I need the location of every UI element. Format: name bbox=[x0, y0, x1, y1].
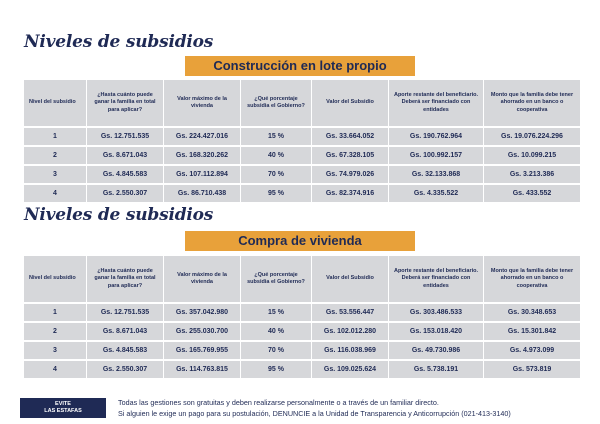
table-cell: Gs. 4.845.583 bbox=[87, 342, 163, 359]
section-heading-2: Niveles de subsidios bbox=[24, 205, 214, 225]
table-cell: Gs. 114.763.815 bbox=[164, 361, 240, 378]
table-cell: Gs. 19.076.224.296 bbox=[484, 128, 580, 145]
table-cell: 70 % bbox=[241, 342, 311, 359]
notice-line-2: Si alguien le exige un pago para su postulación, DENUNCIE a la Unidad de Transparencia y Anticorrupción (021-413-3140) bbox=[118, 409, 511, 418]
table-cell: 95 % bbox=[241, 361, 311, 378]
table-cell: Gs. 15.301.842 bbox=[484, 323, 580, 340]
table-cell: Gs. 224.427.016 bbox=[164, 128, 240, 145]
table-cell: Gs. 82.374.916 bbox=[312, 185, 388, 202]
table-cell: Gs. 12.751.535 bbox=[87, 128, 163, 145]
table-cell: Gs. 74.979.026 bbox=[312, 166, 388, 183]
table-row-level: 4 bbox=[24, 361, 86, 378]
table-cell: Gs. 5.738.191 bbox=[389, 361, 483, 378]
table-cell: Gs. 8.671.043 bbox=[87, 323, 163, 340]
avoid-scams-line2: LAS ESTAFAS bbox=[44, 408, 82, 414]
table-cell: Gs. 165.769.955 bbox=[164, 342, 240, 359]
table-cell: Gs. 357.042.980 bbox=[164, 304, 240, 321]
table-cell: Gs. 190.762.964 bbox=[389, 128, 483, 145]
table-cell: Gs. 4.335.522 bbox=[389, 185, 483, 202]
table-cell: Gs. 573.819 bbox=[484, 361, 580, 378]
table-cell: Gs. 100.992.157 bbox=[389, 147, 483, 164]
table-header-cell: Valor del Subsidio bbox=[312, 80, 388, 126]
table-cell: Gs. 49.730.986 bbox=[389, 342, 483, 359]
table-row-level: 3 bbox=[24, 342, 86, 359]
table-cell: Gs. 53.556.447 bbox=[312, 304, 388, 321]
table-cell: 40 % bbox=[241, 147, 311, 164]
table-header-cell: ¿Qué porcentaje subsidia el Gobierno? bbox=[241, 256, 311, 302]
table-row-level: 3 bbox=[24, 166, 86, 183]
table-cell: Gs. 2.550.307 bbox=[87, 185, 163, 202]
subsidy-table-compra bbox=[24, 256, 580, 378]
table-header-cell: Aporte restante del beneficiario. Deberá ser financiado con entidades bbox=[389, 80, 483, 126]
table-cell: Gs. 33.664.052 bbox=[312, 128, 388, 145]
table-row-level: 2 bbox=[24, 323, 86, 340]
table-cell: Gs. 168.320.262 bbox=[164, 147, 240, 164]
table-cell: Gs. 2.550.307 bbox=[87, 361, 163, 378]
table-cell: Gs. 4.845.583 bbox=[87, 166, 163, 183]
avoid-scams-badge bbox=[20, 398, 106, 418]
table-cell: Gs. 107.112.894 bbox=[164, 166, 240, 183]
subsidy-table-construccion bbox=[24, 80, 580, 202]
table-cell: Gs. 12.751.535 bbox=[87, 304, 163, 321]
table-cell: Gs. 102.012.280 bbox=[312, 323, 388, 340]
avoid-scams-line1: EVITE bbox=[55, 401, 71, 408]
table-cell: Gs. 30.348.653 bbox=[484, 304, 580, 321]
table-cell: Gs. 86.710.438 bbox=[164, 185, 240, 202]
table-header-cell: Valor máximo de la vivienda bbox=[164, 256, 240, 302]
footer-notice bbox=[118, 397, 593, 419]
table-cell: Gs. 67.328.105 bbox=[312, 147, 388, 164]
table-cell: Gs. 8.671.043 bbox=[87, 147, 163, 164]
table-header-cell: ¿Qué porcentaje subsidia el Gobierno? bbox=[241, 80, 311, 126]
table-row-level: 2 bbox=[24, 147, 86, 164]
table-header-cell: Monto que la familia debe tener ahorrado en un banco o cooperativa bbox=[484, 256, 580, 302]
table-cell: 40 % bbox=[241, 323, 311, 340]
section-heading-1: Niveles de subsidios bbox=[24, 32, 214, 52]
table-cell: 15 % bbox=[241, 128, 311, 145]
table-header-cell: Nivel del subsidio bbox=[24, 80, 86, 126]
table-cell: Gs. 10.099.215 bbox=[484, 147, 580, 164]
table-header-cell: Valor máximo de la vivienda bbox=[164, 80, 240, 126]
table-cell: Gs. 109.025.624 bbox=[312, 361, 388, 378]
table-row-level: 4 bbox=[24, 185, 86, 202]
table-cell: Gs. 255.030.700 bbox=[164, 323, 240, 340]
notice-line-1: Todas las gestiones son gratuitas y deben realizarse personalmente o a través de un familiar directo. bbox=[118, 398, 439, 407]
table-cell: Gs. 3.213.386 bbox=[484, 166, 580, 183]
table-cell: 95 % bbox=[241, 185, 311, 202]
table-header-cell: Aporte restante del beneficiario. Deberá ser financiado con entidades bbox=[389, 256, 483, 302]
table-header-cell: Valor del Subsidio bbox=[312, 256, 388, 302]
table-header-cell: Monto que la familia debe tener ahorrado en un banco o cooperativa bbox=[484, 80, 580, 126]
table-row-level: 1 bbox=[24, 128, 86, 145]
table-cell: Gs. 303.486.533 bbox=[389, 304, 483, 321]
section-banner-construccion: Construcción en lote propio bbox=[185, 56, 415, 76]
table-cell: Gs. 153.018.420 bbox=[389, 323, 483, 340]
table-cell: 70 % bbox=[241, 166, 311, 183]
table-header-cell: ¿Hasta cuánto puede ganar la familia en total para aplicar? bbox=[87, 256, 163, 302]
table-cell: Gs. 4.973.099 bbox=[484, 342, 580, 359]
table-cell: Gs. 32.133.868 bbox=[389, 166, 483, 183]
table-header-cell: ¿Hasta cuánto puede ganar la familia en total para aplicar? bbox=[87, 80, 163, 126]
table-row-level: 1 bbox=[24, 304, 86, 321]
section-banner-compra: Compra de vivienda bbox=[185, 231, 415, 251]
table-header-cell: Nivel del subsidio bbox=[24, 256, 86, 302]
table-cell: Gs. 433.552 bbox=[484, 185, 580, 202]
table-cell: Gs. 116.038.969 bbox=[312, 342, 388, 359]
table-cell: 15 % bbox=[241, 304, 311, 321]
